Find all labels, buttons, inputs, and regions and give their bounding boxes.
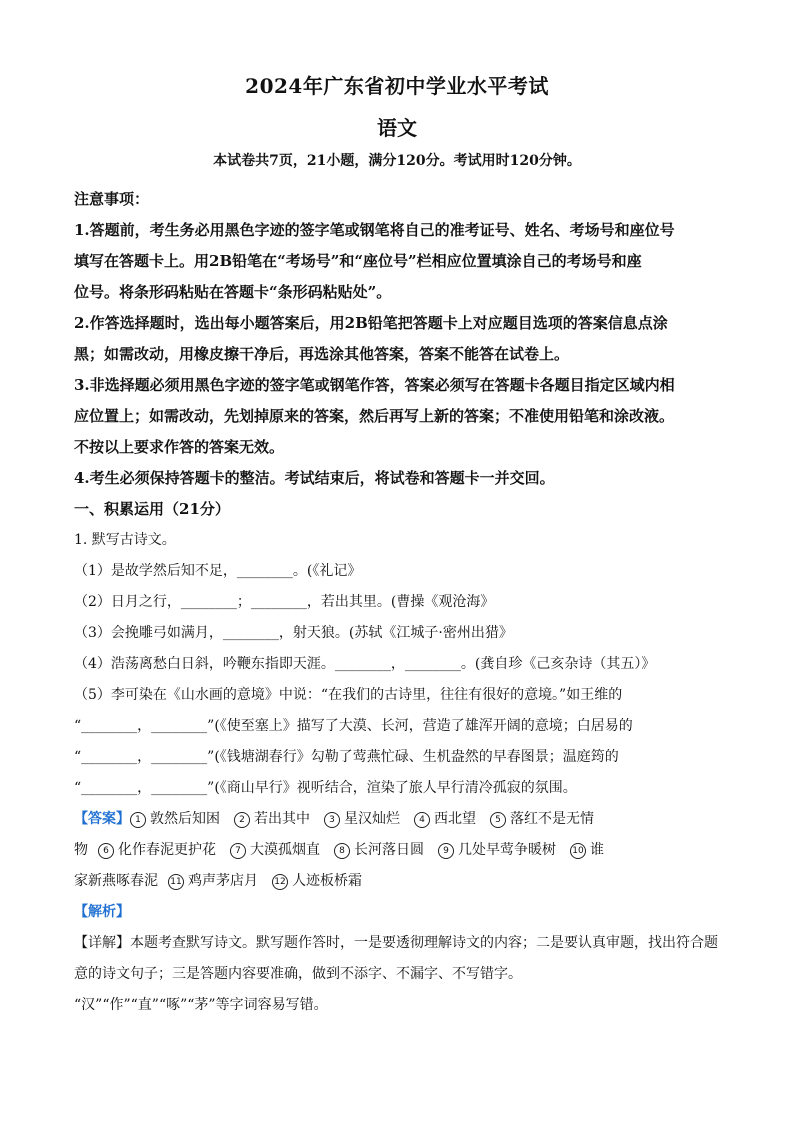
answer-number-icon: 5 xyxy=(490,812,506,828)
page-title: 2024年广东省初中学业水平考试 xyxy=(245,74,549,98)
notes-line-1: 1.答题前，考生务必用黑色字迹的签字笔或钢笔将自己的准考证号、姓名、考场号和座位号 xyxy=(74,221,675,239)
question-item-2: （2）日月之行，________；________，若出其里。(曹操《观沧海》 xyxy=(74,594,495,610)
question-item-7: “________，________”(《钱塘湖春行》勾勒了莺燕忙碌、生机盎然的早春图景；温庭筠的 xyxy=(74,749,619,765)
answer-item xyxy=(438,835,556,866)
notes-line-2: 填写在答题卡上。用2B铅笔在“考场号”和“座位号”栏相应位置填涂自己的考场号和座 xyxy=(74,252,642,270)
question-item-8: “________，________”(《商山早行》视听结合，渲染了旅人早行清冷孤寂的氛围。 xyxy=(74,780,577,796)
notes-line-4: 2.作答选择题时，选出每小题答案后，用2B铅笔把答题卡上对应题目选项的答案信息点涂 xyxy=(74,314,668,332)
answer-text: 星汉灿烂 xyxy=(344,811,400,827)
subject-title: 语文 xyxy=(377,116,417,140)
answer-number-icon: 12 xyxy=(272,874,288,890)
answer-item xyxy=(490,804,594,835)
answer-number-icon: 11 xyxy=(168,874,184,890)
answer-row-2 xyxy=(74,835,726,866)
answer-row-1 xyxy=(74,804,726,835)
question-item-4: （4）浩荡离愁白日斜，吟鞭东指即天涯。________，________。(龚自珍《己亥杂诗（其五）》 xyxy=(74,656,656,672)
analysis-tag: 【解析】 xyxy=(74,904,130,920)
answer-row-3-prefix: 家新燕啄春泥 xyxy=(74,873,158,889)
answer-text: 长河落日圆 xyxy=(354,842,424,858)
question-item-5: （5）李可染在《山水画的意境》中说：“在我们的古诗里，往往有很好的意境。”如王维的 xyxy=(74,687,623,703)
answer-number-icon: 9 xyxy=(438,843,454,859)
answer-item xyxy=(414,804,476,835)
answer-row-3 xyxy=(74,866,726,897)
question-item-1: （1）是故学然后知不足，________。(《礼记》 xyxy=(74,563,362,579)
answer-number-icon: 10 xyxy=(570,843,586,859)
question-item-6: “________，________”(《使至塞上》描写了大漠、长河，营造了雄浑开阔的意境；白居易的 xyxy=(74,718,633,734)
answer-text: 大漠孤烟直 xyxy=(250,842,320,858)
answer-number-icon: 2 xyxy=(234,812,250,828)
analysis-line-3: “汉”“作”“直”“啄”“茅”等字词容易写错。 xyxy=(74,997,328,1013)
answer-item xyxy=(324,804,400,835)
answer-text: 敦然后知困 xyxy=(150,811,220,827)
answer-item xyxy=(570,835,604,866)
answer-text: 人迹板桥霜 xyxy=(292,873,362,889)
analysis-line-2: 意的诗文句子；三是答题内容要准确，做到不添字、不漏字、不写错字。 xyxy=(74,966,522,982)
question-title: 1. 默写古诗文。 xyxy=(74,532,176,548)
question-item-3: （3）会挽雕弓如满月，________，射天狼。(苏轼《江城子·密州出猎》 xyxy=(74,625,513,641)
answer-number-icon: 4 xyxy=(414,812,430,828)
answer-item xyxy=(234,804,310,835)
answer-item xyxy=(230,835,320,866)
answer-text: 西北望 xyxy=(434,811,476,827)
answer-item xyxy=(168,866,258,897)
answer-text: 落红不是无情 xyxy=(510,811,594,827)
notes-line-6: 3.非选择题必须用黑色字迹的签字笔或钢笔作答，答案必须写在答题卡各题目指定区域内相 xyxy=(74,376,675,394)
answer-item xyxy=(334,835,424,866)
exam-meta: 本试卷共7页，21小题，满分120分。考试用时120分钟。 xyxy=(213,153,581,169)
answer-item xyxy=(130,804,220,835)
answer-text: 化作春泥更护花 xyxy=(118,842,216,858)
answer-number-icon: 3 xyxy=(324,812,340,828)
answer-text: 若出其中 xyxy=(254,811,310,827)
notes-line-8: 不按以上要求作答的答案无效。 xyxy=(74,438,285,456)
answer-tag: 【答案】 xyxy=(74,811,130,827)
section-heading: 一、积累运用（21分） xyxy=(74,500,230,518)
notes-line-7: 应位置上；如需改动，先划掉原来的答案，然后再写上新的答案；不准使用铅笔和涂改液。 xyxy=(74,407,675,425)
notes-heading: 注意事项： xyxy=(74,190,150,208)
notes-line-9: 4.考生必须保持答题卡的整洁。考试结束后，将试卷和答题卡一并交回。 xyxy=(74,469,555,487)
answer-item xyxy=(98,835,216,866)
answer-number-icon: 1 xyxy=(130,812,146,828)
main-content xyxy=(74,184,726,1021)
notes-line-3: 位号。将条形码粘贴在答题卡“条形码粘贴处”。 xyxy=(74,283,392,301)
answer-item xyxy=(272,866,362,897)
answer-text: 几处早莺争暖树 xyxy=(458,842,556,858)
answer-text: 鸡声茅店月 xyxy=(188,873,258,889)
answer-row-2-prefix: 物 xyxy=(74,842,88,858)
answer-number-icon: 7 xyxy=(230,843,246,859)
answer-text: 谁 xyxy=(590,842,604,858)
answer-number-icon: 6 xyxy=(98,843,114,859)
analysis-line-1: 【详解】本题考查默写诗文。默写题作答时，一是要透彻理解诗文的内容；二是要认真审题，找出符合题 xyxy=(74,935,718,951)
answer-number-icon: 8 xyxy=(334,843,350,859)
notes-line-5: 黑；如需改动，用橡皮擦干净后，再选涂其他答案，答案不能答在试卷上。 xyxy=(74,345,570,363)
